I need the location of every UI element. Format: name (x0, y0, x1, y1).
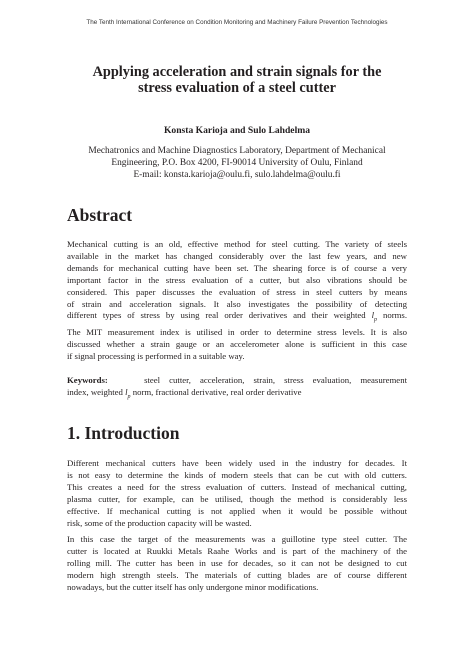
abstract-line: if signal processing is performed in a suitable way. (67, 350, 245, 361)
title-line-1: Applying acceleration and strain signals for the (92, 64, 382, 80)
keywords-text-1: steel cutter, acceleration, strain, stress evaluation, measurement (144, 375, 407, 385)
authors: Konsta Karioja and Sulo Lahdelma (163, 125, 311, 136)
abstract-text (67, 239, 407, 363)
abstract-line: important factor in the stress evaluation of a cutter, but also vibrations should be (67, 274, 407, 285)
paper-title (40, 64, 434, 96)
keywords-line-2 (67, 387, 407, 404)
abstract-line: The MIT measurement index is utilised in order to determine stress levels. It is also (67, 327, 407, 338)
lp-subscript-kw: p (127, 393, 131, 400)
keywords-line-1 (67, 375, 407, 387)
abstract-line: available in the market has changed considerably over the last few years, and new (67, 250, 407, 261)
intro-line: effective. If mechanical cutting is not applied when it would be possible without (67, 505, 407, 516)
affiliation (40, 146, 434, 181)
lp-tail: norms. (382, 310, 407, 321)
abstract-line: discussed whether a strain gauge or an accelerometer alone is sufficient in this case (67, 339, 407, 349)
lp-symbol-kw: l (125, 386, 128, 397)
lp-subscript: p (374, 317, 378, 324)
intro-line: rolling mill. The cutter has been in use for decades, so it can not be designed to cut (67, 557, 407, 568)
intro-line: plasma cutter, for example, can be utilised, though the method is considerably less (67, 493, 407, 504)
intro-line: Different mechanical cutters have been widely used in the industry for decades. It (67, 458, 407, 468)
abstract-line-lp (67, 310, 407, 327)
intro-line: risk, some of the production capacity will be wasted. (67, 517, 252, 528)
intro-line: In this case the target of the measurements was a guillotine type steel cutter. The (67, 534, 407, 544)
introduction-heading: 1. Introduction (67, 423, 180, 443)
abstract-line: demands for mechanical cutting have been set. The shearing force is of course a very (67, 262, 407, 273)
intro-line: This creates a need for the stress evaluation of cutters. Instead of mechanical cutting, (67, 481, 407, 492)
affiliation-email: E-mail: konsta.karioja@oulu.fi, sulo.lahdelma@oulu.fi (133, 169, 341, 180)
intro-paragraph-1 (67, 458, 407, 529)
abstract-line: considered. This paper discusses the evaluation of stress in steel cutters by means (67, 286, 407, 297)
affiliation-line-1: Mechatronics and Machine Diagnostics Laboratory, Department of Mechanical (88, 146, 386, 156)
intro-line: modern high strength steels. The materials of cutting blades are of course different (67, 569, 407, 580)
intro-line: nowadays, but the cutter itself has only undergone minor modifications. (67, 581, 319, 592)
affiliation-line-2: Engineering, P.O. Box 4200, FI-90014 University of Oulu, Finland (111, 157, 363, 168)
keywords-text-2b: norm, fractional derivative, real order derivative (132, 386, 302, 397)
intro-paragraph-2 (67, 534, 407, 594)
abstract-line: Mechanical cutting is an old, effective method for steel cutting. The variety of steels (67, 239, 407, 249)
intro-line: is not easy to determine the kinds of modern steels that can be cut with old cutters. (67, 469, 407, 480)
abstract-line: different types of stress by using real order derivatives and their weighted (67, 310, 366, 321)
lp-symbol: l (371, 310, 375, 321)
abstract-heading: Abstract (67, 205, 133, 225)
running-header: The Tenth International Conference on Condition Monitoring and Machinery Failure Prevention Technologies (86, 19, 388, 26)
abstract-line: of strain and acceleration signals. It also investigates the possibility of detecting (67, 298, 407, 309)
keywords (67, 375, 407, 404)
keywords-label: Keywords: (67, 375, 108, 385)
keywords-text-2a: index, weighted (67, 386, 123, 397)
intro-line: cutter is located at Ruukki Metals Raahe Works and is part of the machinery of the (67, 545, 407, 556)
title-line-2: stress evaluation of a steel cutter (138, 80, 336, 96)
